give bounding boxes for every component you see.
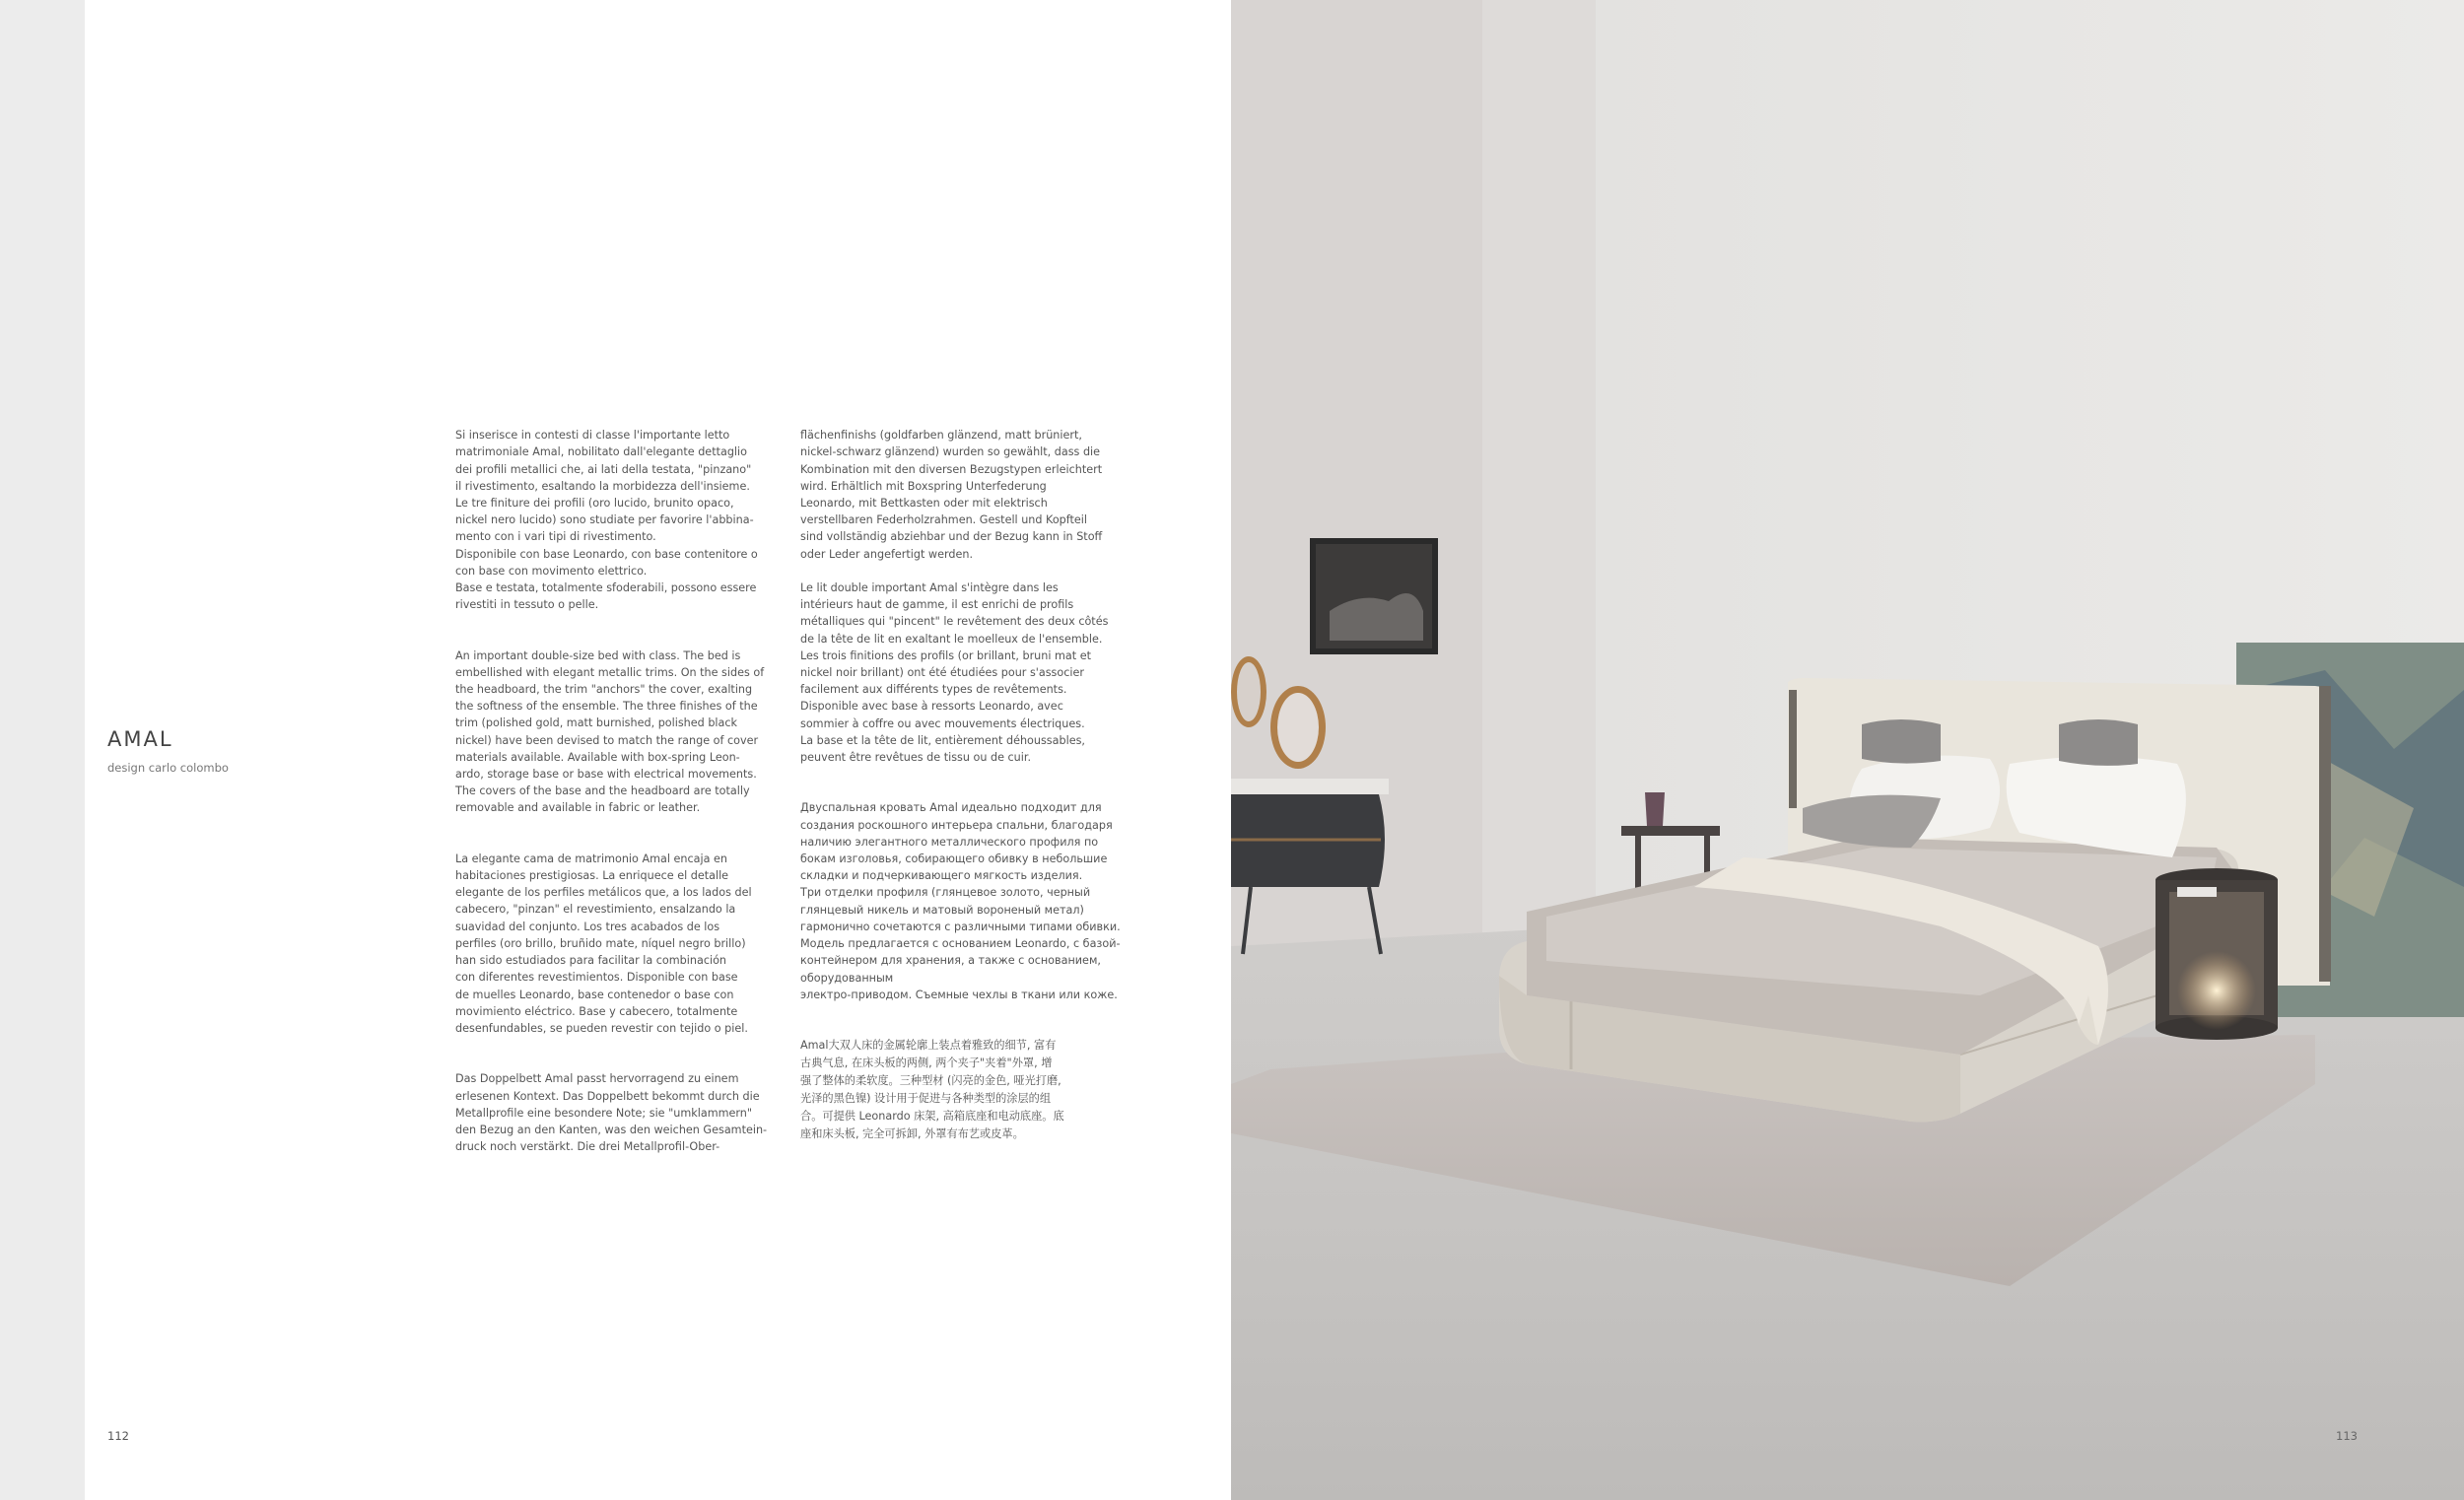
paragraph-russian: Двуспальная кровать Amal идеально подходит для создания роскошного интерьера спальни, благодаря наличию элегантного металлического профиля по бокам изголовья, собирающего обивку в небольшие складки и подчеркивающего мягкость изделия. Три отделки профиля (глянцевое золото, черный глянцевый никель и матовый вороненый метал) гармонично сочетаются с различными типами обивки. Модель предлагается с основанием Leonardo, с базой- контейнером для хранения, а также с основанием, оборудованным электро-приводом. Съемные чехлы в ткани или коже. xyxy=(800,801,1121,1001)
designer-credit: design carlo colombo xyxy=(107,761,229,775)
left-page xyxy=(85,0,1231,1500)
text-column-2 xyxy=(800,410,1145,1177)
pillar xyxy=(1482,0,1601,966)
page-number-right: 113 xyxy=(2336,1429,2358,1443)
vase xyxy=(1645,792,1665,826)
lamp-glow xyxy=(2177,951,2256,1030)
paragraph-french: Le lit double important Amal s'intègre dans les intérieurs haut de gamme, il est enrichi de profils métalliques qui "pincent" le revêtement des deux côtés de la tête de lit en exaltant le moelleux de l'ensemble. Les trois finitions des profils (or brillant, bruni mat et nickel noir brillant) ont été étudiées pour s'associer facilement aux différents types de revêtements. Disponible avec base à ressorts Leonardo, avec sommier à coffre ou avec mouvements électriques. La base et la tête de lit, entièrement déhoussables, peuvent être revêtues de tissu ou de cuir. xyxy=(800,581,1109,765)
product-title: AMAL xyxy=(107,727,173,751)
bedroom-illustration xyxy=(1231,0,2464,1500)
text-column-1 xyxy=(455,410,790,1190)
paragraph-italian: Si inserisce in contesti di classe l'importante letto matrimoniale Amal, nobilitato dall'elegante dettaglio dei profili metallici che, ai lati della testata, "pinzano" il rivestimento, esaltando la morbidezza dell'insieme. Le tre finiture dei profili (oro lucido, brunito opaco, nickel nero lucido) sono studiate per favorire l'abbina- mento con i vari tipi di rivestimento. Disponibile con base Leonardo, con base contenitore o con base con movimento elettrico. Base e testata, totalmente sfoderabili, possono essere rivestiti in tessuto o pelle. xyxy=(455,429,758,612)
book-stack xyxy=(2177,887,2217,897)
bedroom-photo xyxy=(1231,0,2464,1500)
paragraph-german-start: Das Doppelbett Amal passt hervorragend zu einem erlesenen Kontext. Das Doppelbett bekommt durch die Metallprofile eine besondere Note; sie "umklammern" den Bezug an den Kanten, was den weichen Gesamtein- druck noch verstärkt. Die drei Metallprofil-Ober- xyxy=(455,1072,768,1154)
paragraph-german-end: flächenfinishs (goldfarben glänzend, matt brüniert, nickel-schwarz glänzend) wurden so gewählt, dass die Kombination mit den diversen Bezugstypen erleichtert wird. Erhältlich mit Boxspring Unterfederung Leonardo, mit Bettkasten oder mit elektrisch verstellbaren Federholzrahmen. Gestell und Kopfteil sind vollständig abziehbar und der Bezug kann in Stoff oder Leder angefertigt werden. xyxy=(800,429,1103,561)
vanity-top xyxy=(1231,779,1389,794)
pillow-grey-left xyxy=(1862,719,1941,764)
paragraph-chinese: Amal大双人床的金属轮廓上装点着雅致的细节, 富有 古典气息, 在床头板的两侧, 两个夹子"夹着"外罩, 增 强了整体的柔软度。三种型材 (闪亮的金色, 哑光打磨, 光泽的黑色镍) 设计用于促进与各种类型的涂层的组 合。可提供 Leonardo 床架, 高箱底座和电动底座。底 座和床头板, 完全可拆卸, 外罩有布艺或皮革。 xyxy=(800,1039,1064,1141)
pillow-grey-right xyxy=(2059,719,2138,766)
bedside-table-left xyxy=(1621,826,1720,836)
page-number-left: 112 xyxy=(107,1429,129,1443)
paragraph-english: An important double-size bed with class. The bed is embellished with elegant metallic trims. On the sides of the headboard, the trim "anchors" the cover, exalting the softness of the ensemble. The three finishes of the trim (polished gold, matt burnished, polished black nickel) have been devised to match the range of cover materials available. Available with box-spring Leon- ardo, storage base or base with electrical movements. The covers of the base and the headboard are totally removable and available in fabric or leather. xyxy=(455,648,765,815)
paragraph-spanish: La elegante cama de matrimonio Amal encaja en habitaciones prestigiosas. La enriquece el detalle elegante de los perfiles metálicos que, a los lados del cabecero, "pinzan" el revestimiento, ensalzando la suavidad del conjunto. Los tres acabados de los perfiles (oro brillo, bruñido mate, níquel negro brillo) han sido estudiados para facilitar la combinación con diferentes revestimientos. Disponible con base de muelles Leonardo, base contenedor o base con movimiento eléctrico. Base y cabecero, totalmente desenfundables, se pueden revestir con tejido o piel. xyxy=(455,852,752,1035)
